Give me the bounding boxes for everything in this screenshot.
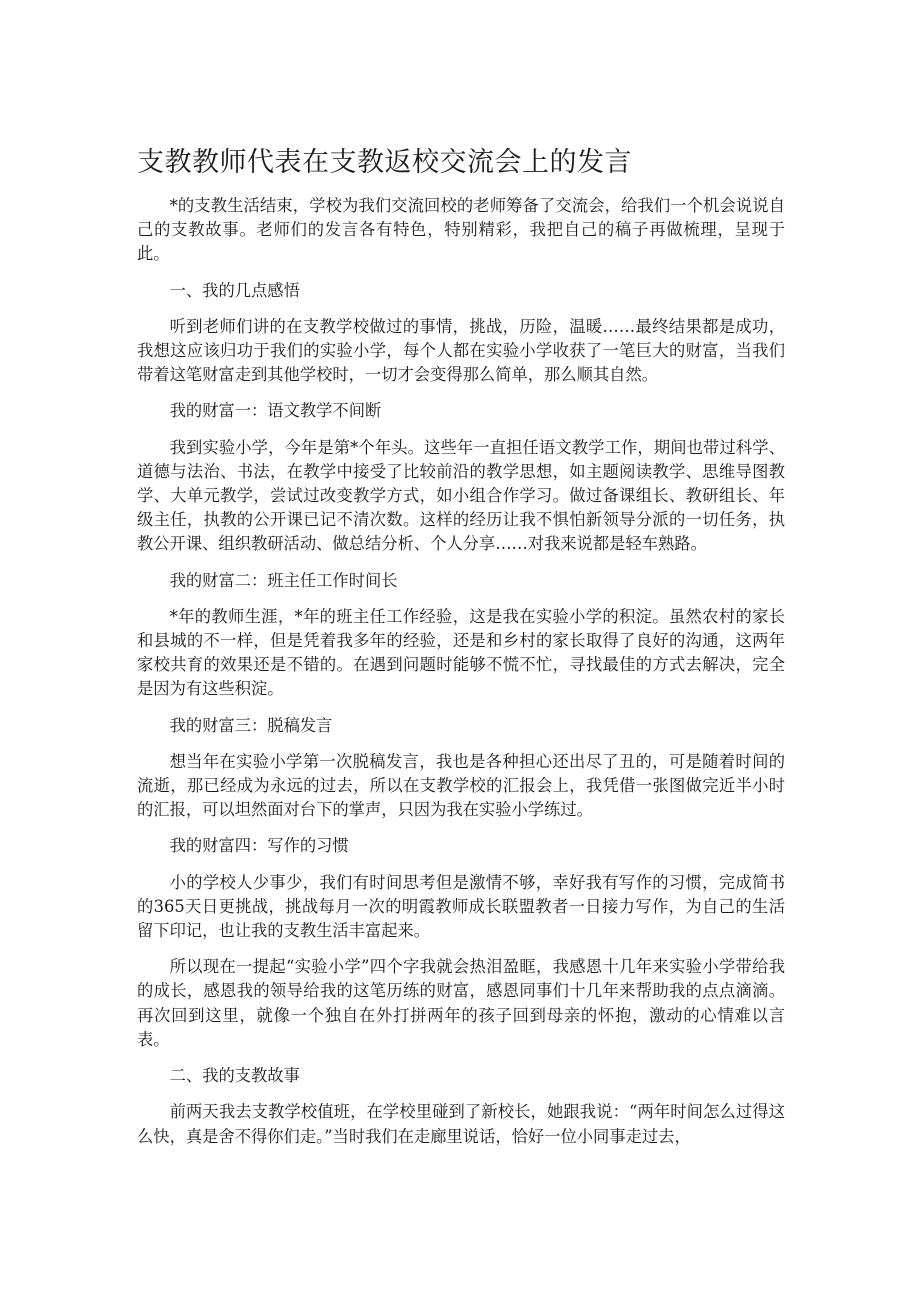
intro-paragraph: *的支教生活结束，学校为我们交流回校的老师筹备了交流会，给我们一个机会说说自己的支教故事。老师们的发言各有特色，特别精彩，我把自己的稿子再做梳理，呈现于此。 [137,196,785,264]
document-title: 支教教师代表在支教返校交流会上的发言 [137,147,632,178]
subheading-wealth-three: 我的财富三：脱稿发言 [169,715,333,735]
wealth-four-paragraph: 小的学校人少事少，我们有时间思考但是激情不够，幸好我有写作的习惯，完成简书的365天日更挑战，挑战每月一次的明霞教师成长联盟教者一日接力写作，为自己的生活留下印记，也让我的支教生活丰富起来。 [137,872,785,941]
wealth-three-paragraph: 想当年在实验小学第一次脱稿发言，我也是各种担心还出尽了丑的，可是随着时间的流逝，那已经成为永远的过去，所以在支教学校的汇报会上，我凭借一张图做完近半小时的汇报，可以坦然面对台下的掌声，只因为我在实验小学练过。 [137,751,785,820]
wealth-one-paragraph: 我到实验小学，今年是第*个年头。这些年一直担任语文教学工作，期间也带过科学、道德与法治、书法，在教学中接受了比较前沿的教学思想，如主题阅读教学、思维导图教学、大单元教学，尝试过改变教学方式，如小组合作学习。做过备课组长、教研组长、年级主任，执教的公开课已记不清次数。这样的经历让我不惧怕新领导分派的一切任务，执教公开课、组织教研活动、做总结分析、个人分享……对我来说都是轻车熟路。 [137,437,785,554]
section-heading-stories: 二、我的支教故事 [169,1066,300,1086]
stories-paragraph: 前两天我去支教学校值班，在学校里碰到了新校长，她跟我说：“两年时间怎么过得这么快，真是舍不得你们走。”当时我们在走廊里说话，恰好一位小同事走过去， [137,1102,785,1146]
gratitude-paragraph: 所以现在一提起“实验小学”四个字我就会热泪盈眶，我感恩十几年来实验小学带给我的成长，感恩我的领导给我的这笔历练的财富，感恩同事们十几年来帮助我的点点滴滴。再次回到这里，就像一个独自在外打拼两年的孩子回到母亲的怀抱，激动的心情难以言表。 [137,957,785,1049]
document-body [137,194,785,1161]
subheading-wealth-four: 我的财富四：写作的习惯 [169,836,349,856]
section-heading-insights: 一、我的几点感悟 [169,280,300,300]
wealth-two-paragraph: *年的教师生涯，*年的班主任工作经验，这是我在实验小学的积淀。虽然农村的家长和县城的不一样，但是凭着我多年的经验，还是和乡村的家长取得了良好的沟通，这两年家校共育的效果还是不错的。在遇到问题时能够不慌不忙，寻找最佳的方式去解决，完全是因为有这些积淀。 [137,606,785,699]
subheading-wealth-two: 我的财富二：班主任工作时间长 [169,570,398,590]
insights-paragraph: 听到老师们讲的在支教学校做过的事情，挑战，历险，温暖……最终结果都是成功，我想这应该归功于我们的实验小学，每个人都在实验小学收获了一笔巨大的财富，当我们带着这笔财富走到其他学校时，一切才会变得那么简单，那么顺其自然。 [137,316,785,385]
subheading-wealth-one: 我的财富一：语文教学不间断 [169,401,382,421]
